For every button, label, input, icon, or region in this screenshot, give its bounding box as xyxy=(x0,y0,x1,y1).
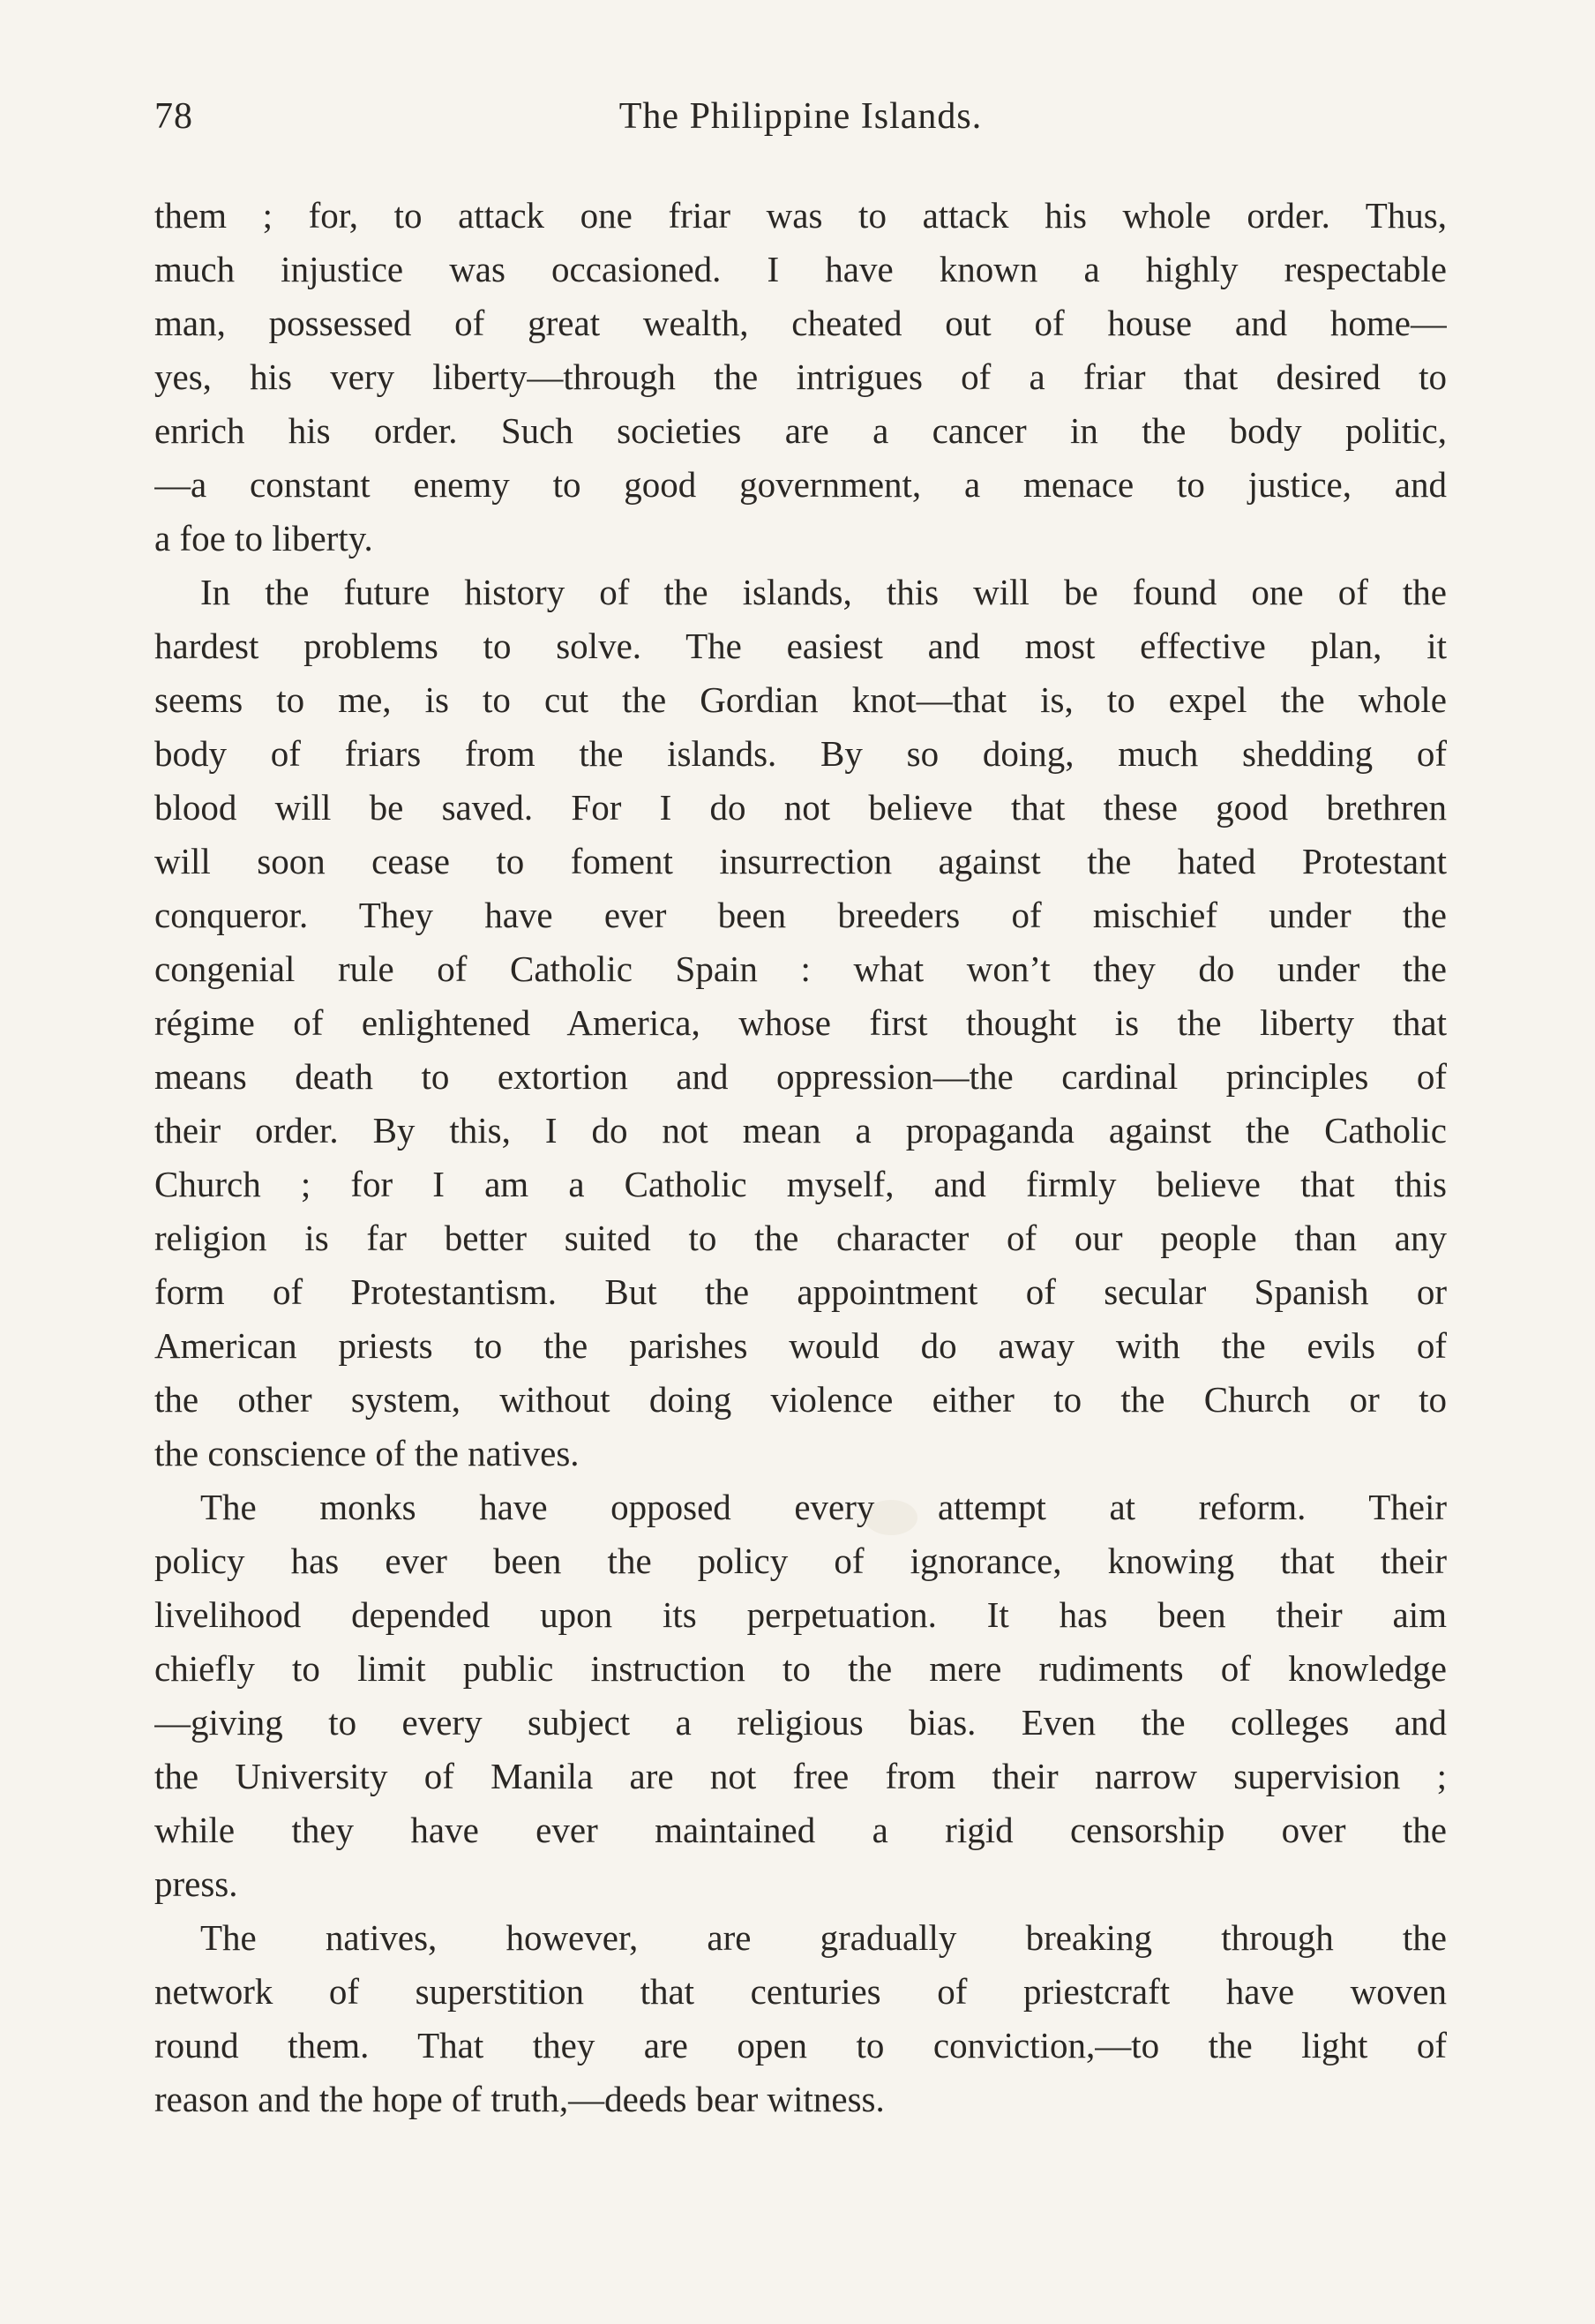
text-line: round them. That they are open to conviction,—to the light of xyxy=(154,2025,1447,2065)
paragraph xyxy=(154,566,1447,1481)
text-line: livelihood depended upon its perpetuation. It has been their aim xyxy=(154,1594,1447,1635)
running-head xyxy=(154,95,1447,148)
text-line: chiefly to limit public instruction to the mere rudiments of knowledge xyxy=(154,1648,1447,1689)
running-title: The Philippine Islands. xyxy=(618,96,983,137)
text-line: network of superstition that centuries of priestcraft have woven xyxy=(154,1971,1447,2012)
text-line: religion is far better suited to the character of our people than any xyxy=(154,1218,1447,1258)
text-line: the University of Manila are not free from their narrow supervision ; xyxy=(154,1756,1447,1796)
text-line: will soon cease to foment insurrection against the hated Protestant xyxy=(154,841,1447,881)
text-line: policy has ever been the policy of ignorance, knowing that their xyxy=(154,1541,1447,1581)
text-line: régime of enlightened America, whose first thought is the liberty that xyxy=(154,1002,1447,1043)
body-text xyxy=(154,189,1447,2126)
text-line: form of Protestantism. But the appointment of secular Spanish or xyxy=(154,1271,1447,1312)
text-line: while they have ever maintained a rigid censorship over the xyxy=(154,1810,1447,1850)
text-line: In the future history of the islands, this will be found one of the xyxy=(200,572,1447,612)
paragraph xyxy=(154,189,1447,566)
text-line: The natives, however, are gradually breaking through the xyxy=(200,1917,1447,1958)
text-line: the conscience of the natives. xyxy=(154,1433,580,1473)
text-line: The monks have opposed every attempt at reform. Their xyxy=(200,1487,1447,1527)
text-line: man, possessed of great wealth, cheated out of house and home— xyxy=(154,303,1447,343)
text-line: means death to extortion and oppression—the cardinal principles of xyxy=(154,1056,1447,1097)
text-line: reason and the hope of truth,—deeds bear witness. xyxy=(154,2079,885,2119)
text-line: conqueror. They have ever been breeders of mischief under the xyxy=(154,895,1447,935)
page-number: 78 xyxy=(154,96,193,137)
text-line: seems to me, is to cut the Gordian knot—that is, to expel the whole xyxy=(154,679,1447,720)
text-line: much injustice was occasioned. I have known a highly respectable xyxy=(154,249,1447,289)
paragraph xyxy=(154,1481,1447,1911)
text-line: blood will be saved. For I do not believe that these good brethren xyxy=(154,787,1447,828)
text-line: hardest problems to solve. The easiest and most effective plan, it xyxy=(154,626,1447,666)
text-line: the other system, without doing violence either to the Church or to xyxy=(154,1379,1447,1420)
text-line: American priests to the parishes would do away with the evils of xyxy=(154,1325,1447,1366)
text-line: them ; for, to attack one friar was to attack his whole order. Thus, xyxy=(154,195,1447,236)
text-line: press. xyxy=(154,1863,238,1904)
text-line: their order. By this, I do not mean a propaganda against the Catholic xyxy=(154,1110,1447,1151)
text-line: —a constant enemy to good government, a menace to justice, and xyxy=(154,464,1447,505)
paragraph xyxy=(154,1911,1447,2126)
text-line: yes, his very liberty—through the intrigues of a friar that desired to xyxy=(154,356,1447,397)
text-line: congenial rule of Catholic Spain : what won’t they do under the xyxy=(154,948,1447,989)
text-line: Church ; for I am a Catholic myself, and firmly believe that this xyxy=(154,1164,1447,1204)
text-line: a foe to liberty. xyxy=(154,518,373,559)
text-line: body of friars from the islands. By so doing, much shedding of xyxy=(154,733,1447,774)
text-line: —giving to every subject a religious bias. Even the colleges and xyxy=(154,1702,1447,1743)
text-line: enrich his order. Such societies are a cancer in the body politic, xyxy=(154,410,1447,451)
